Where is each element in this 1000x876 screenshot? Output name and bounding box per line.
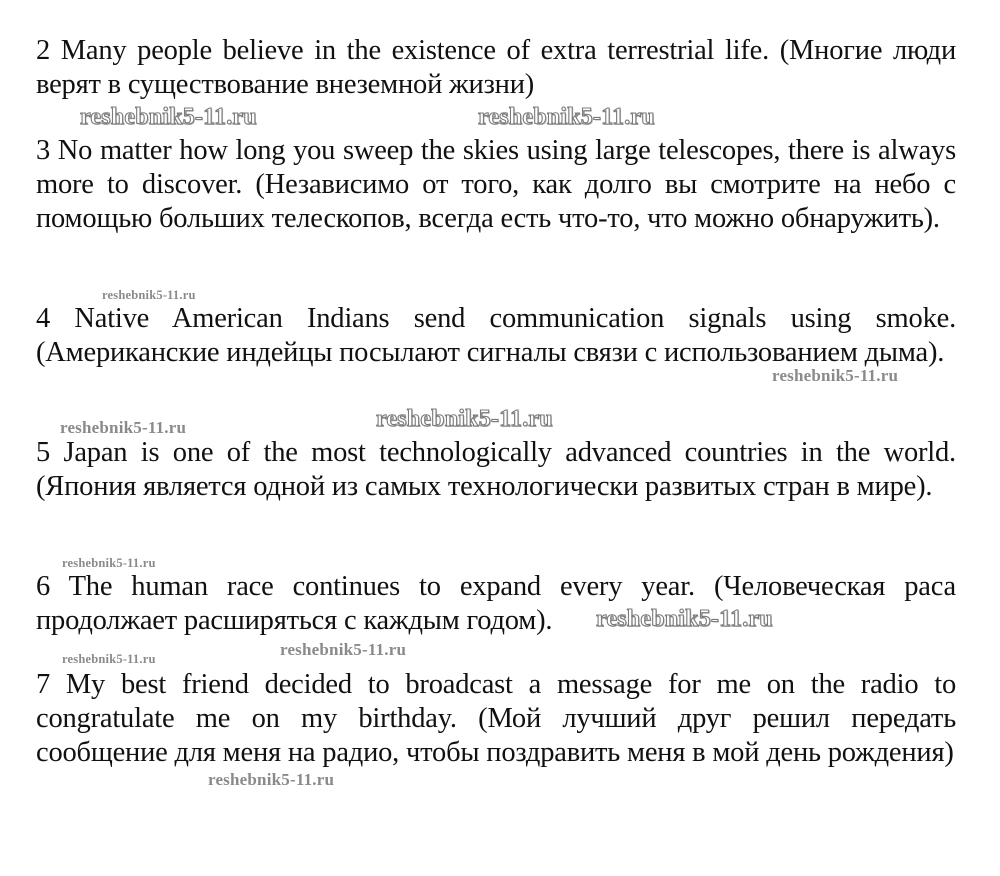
answer-paragraph-4: 4 Native American Indians send communication signals using smoke. (Американские индейцы посылают сигналы связи с использованием дыма). [36, 303, 956, 368]
answer-paragraph-2: 2 Many people believe in the existence of extra terrestrial life. (Многие люди верят в существование внеземной жизни) [36, 35, 956, 100]
watermark: reshebnik5-11.ru [376, 406, 553, 432]
answer-paragraph-3: 3 No matter how long you sweep the skies using large telescopes, there is always more to discover. (Независимо от того, как долго вы смотрите на небо с помощью больших телескопов, всегда есть что-то, что можно обнаружить). [36, 135, 956, 234]
watermark: reshebnik5-11.ru [596, 606, 773, 632]
watermark: reshebnik5-11.ru [280, 640, 407, 659]
answer-paragraph-7: 7 My best friend decided to broadcast a message for me on the radio to congratulate me on my birthday. (Мой лучший друг решил передать сообщение для меня на радио, чтобы поздравить меня в мой день рождения) [36, 669, 956, 768]
watermark: reshebnik5-11.ru [772, 366, 899, 385]
watermark: reshebnik5-11.ru [62, 556, 156, 570]
watermark: reshebnik5-11.ru [62, 652, 156, 666]
answer-paragraph-5: 5 Japan is one of the most technologically advanced countries in the world. (Япония является одной из самых технологически развитых стран в мире). [36, 437, 956, 502]
answer-paragraph-6: 6 The human race continues to expand every year. (Человеческая раса продолжает расширяться с каждым годом). [36, 571, 956, 636]
watermark: reshebnik5-11.ru [60, 418, 187, 437]
watermark: reshebnik5-11.ru [80, 104, 257, 130]
watermark: reshebnik5-11.ru [102, 288, 196, 302]
watermark: reshebnik5-11.ru [208, 770, 335, 789]
watermark: reshebnik5-11.ru [478, 104, 655, 130]
